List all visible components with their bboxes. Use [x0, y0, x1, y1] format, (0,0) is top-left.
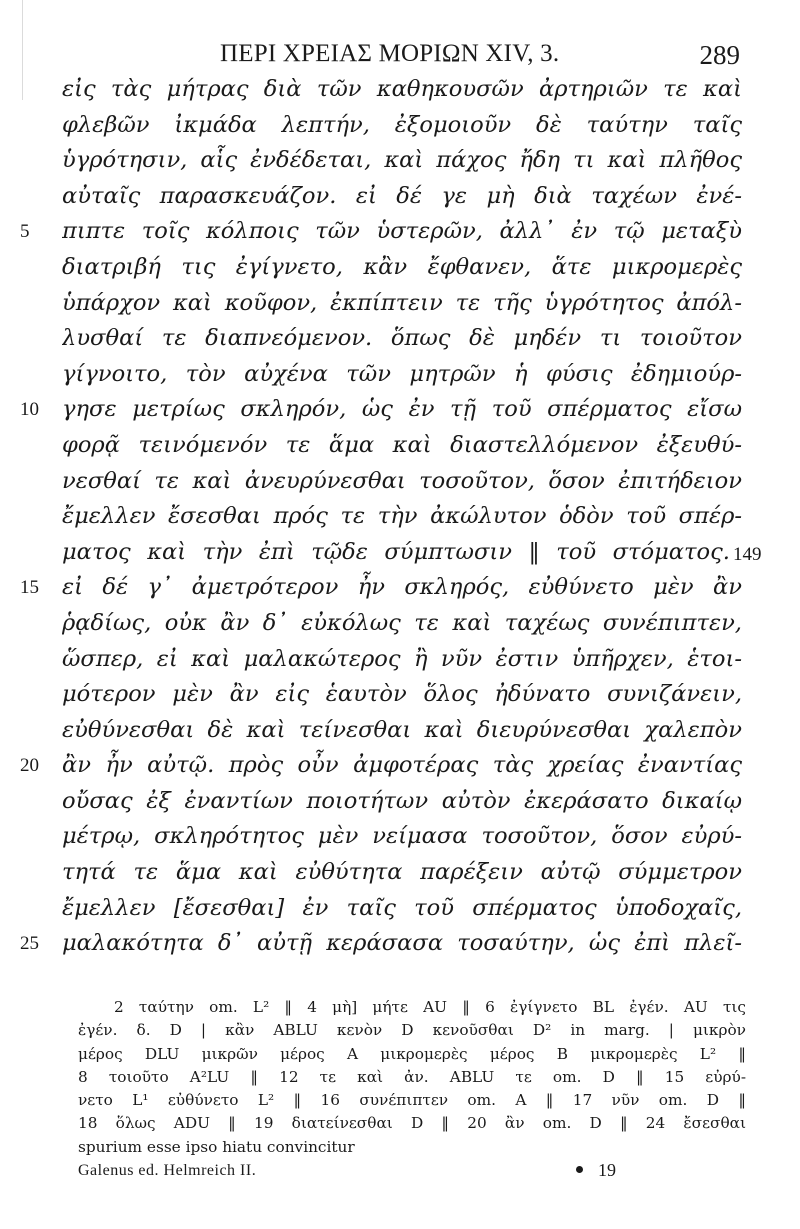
signature-footer: [78, 1162, 658, 1188]
text-line: [0, 499, 800, 535]
line-text: ἔμελλεν ἔσεσθαι πρός τε τὴν ἀκώλυτον ὁδὸν τοῦ σπέρ-: [62, 503, 742, 530]
text-line: [0, 214, 800, 250]
text-line: [0, 428, 800, 464]
line-text: φλεβῶν ἰκμάδα λεπτήν, ἐξομοιοῦν δὲ ταύτην ταῖς: [62, 111, 742, 138]
apparatus-line: 18 ὅλως ADU ‖ 19 διατείνεσθαι D ‖ 20 ἂν om. D ‖ 24 ἔσεσθαι: [78, 1114, 746, 1133]
apparatus-line: 8 τοιοῦτο A²LU ‖ 12 τε καὶ ἀν. ABLU τε om. D ‖ 15 εὐρύ-: [78, 1067, 746, 1086]
line-text: εἰς τὰς μήτρας διὰ τῶν καθηκουσῶν ἀρτηριῶν τε καὶ: [62, 76, 742, 102]
line-text: ἔμελλεν [ἔσεσθαι] ἐν ταῖς τοῦ σπέρματος ὑποδοχαῖς,: [62, 894, 742, 921]
text-line: [0, 392, 800, 428]
line-text: οὔσας ἐξ ἐναντίων ποιοτήτων αὐτὸν ἐκεράσατο δικαίῳ: [62, 787, 742, 814]
apparatus-line: νετο L¹ εὐθύνετο L² ‖ 16 συνέπιπτεν om. A ‖ 17 νῦν om. D ‖: [78, 1091, 746, 1110]
line-text: φορᾷ τεινόμενόν τε ἅμα καὶ διαστελλόμενον ἐξευθύ-: [62, 431, 742, 458]
line-text: ἂν ἦν αὐτῷ. πρὸς οὖν ἀμφοτέρας τὰς χρείας ἐναντίας: [62, 752, 742, 779]
line-text: εἰ δέ γ᾽ ἀμετρότερον ἦν σκληρός, εὐθύνετο μὲν ἂν: [62, 574, 742, 601]
text-line: [0, 819, 800, 855]
apparatus-line: 2 ταύτην om. L² ‖ 4 μὴ] μήτε AU ‖ 6 ἐγίγνετο BL ἐγέν. AU τις: [114, 998, 746, 1016]
text-line: [0, 286, 800, 322]
text-line: [0, 606, 800, 642]
text-line: [0, 570, 800, 606]
text-line: [0, 677, 800, 713]
text-line: [0, 926, 800, 962]
line-text: γησε μετρίως σκληρόν, ὡς ἐν τῇ τοῦ σπέρματος εἴσω: [62, 396, 742, 423]
critical-apparatus: [78, 996, 746, 1159]
line-text: αὐταῖς παρασκευάζον. εἰ δέ γε μὴ διὰ ταχέων ἐνέ-: [62, 182, 742, 209]
text-line: [0, 535, 800, 571]
apparatus-line: spurium esse ipso hiatu convincitur: [78, 1137, 355, 1156]
line-text: ῥᾳδίως, οὐκ ἂν δ᾽ εὐκόλως τε καὶ ταχέως συνέπιπτεν,: [62, 609, 742, 636]
text-line: [0, 855, 800, 891]
text-line: [0, 250, 800, 286]
text-line: [0, 179, 800, 215]
text-line: [0, 72, 800, 108]
line-text: ματος καὶ τὴν ἐπὶ τῷδε σύμπτωσιν ‖ τοῦ στόματος.: [62, 538, 730, 565]
line-text: ὥσπερ, εἰ καὶ μαλακώτερος ἢ νῦν ἐστιν ὑπῆρχεν, ἑτοι-: [62, 645, 742, 672]
text-line: [0, 108, 800, 144]
line-text: μέτρῳ, σκληρότητος μὲν νείμασα τοσοῦτον, ὅσον εὐρύ-: [62, 823, 742, 850]
line-number: 25: [20, 933, 39, 955]
margin-reference: 149: [733, 543, 762, 565]
line-text: διατριβή τις ἐγίγνετο, κἂν ἔφθανεν, ἅτε μικρομερὲς: [62, 253, 742, 280]
line-number: 5: [20, 221, 30, 243]
line-text: λυσθαί τε διαπνεόμενον. ὅπως δὲ μηδέν τι τοιοῦτον: [62, 325, 742, 352]
text-line: [0, 784, 800, 820]
line-number: 15: [20, 577, 39, 599]
line-number: 10: [20, 399, 39, 421]
main-text: [0, 72, 800, 962]
text-line: [0, 891, 800, 927]
signature-mark: Galenus ed. Helmreich II.: [78, 1162, 257, 1179]
line-text: μαλακότητα δ᾽ αὐτῇ κεράσασα τοσαύτην, ὡς ἐπὶ πλεῖ-: [62, 930, 742, 957]
apparatus-line: μέρος DLU μικρῶν μέρος A μικρομερὲς μέρος B μικρομερὲς L² ‖: [78, 1044, 746, 1063]
text-line: [0, 143, 800, 179]
line-text: τητά τε ἅμα καὶ εὐθύτητα παρέξειν αὐτῷ σύμμετρον: [62, 859, 742, 886]
line-text: πιπτε τοῖς κόλποις τῶν ὑστερῶν, ἀλλ᾽ ἐν τῷ μεταξὺ: [62, 218, 742, 245]
text-line: [0, 642, 800, 678]
line-text: μότερον μὲν ἂν εἰς ἑαυτὸν ὅλος ἠδύνατο συνιζάνειν,: [62, 681, 742, 708]
running-title: ΠΕΡΙ ΧΡΕΙΑΣ ΜΟΡΙΩΝ XIV, 3.: [220, 40, 560, 67]
text-line: [0, 357, 800, 393]
line-number: 20: [20, 755, 39, 777]
text-line: [0, 464, 800, 500]
text-line: [0, 713, 800, 749]
bullet-dot: [576, 1166, 583, 1173]
line-text: γίγνοιτο, τὸν αὐχένα τῶν μητρῶν ἡ φύσις ἐδημιούρ-: [62, 360, 742, 387]
line-text: ὑγρότησιν, αἷς ἐνδέδεται, καὶ πάχος ἤδη τι καὶ πλῆθος: [62, 147, 742, 174]
text-line: [0, 321, 800, 357]
page-number: 289: [699, 40, 740, 70]
signature-number: 19: [598, 1160, 616, 1180]
text-line: [0, 748, 800, 784]
line-text: νεσθαί τε καὶ ἀνευρύνεσθαι τοσοῦτον, ὅσον ἐπιτήδειον: [62, 467, 742, 494]
line-text: ὑπάρχον καὶ κοῦφον, ἐκπίπτειν τε τῆς ὑγρότητος ἀπόλ-: [62, 289, 742, 316]
apparatus-line: ἐγέν. δ. D | κἂν ABLU κενὸν D κενοῦσθαι D² in marg. | μικρὸν: [78, 1021, 746, 1040]
line-text: εὐθύνεσθαι δὲ καὶ τείνεσθαι καὶ διευρύνεσθαι χαλεπὸν: [62, 716, 742, 743]
